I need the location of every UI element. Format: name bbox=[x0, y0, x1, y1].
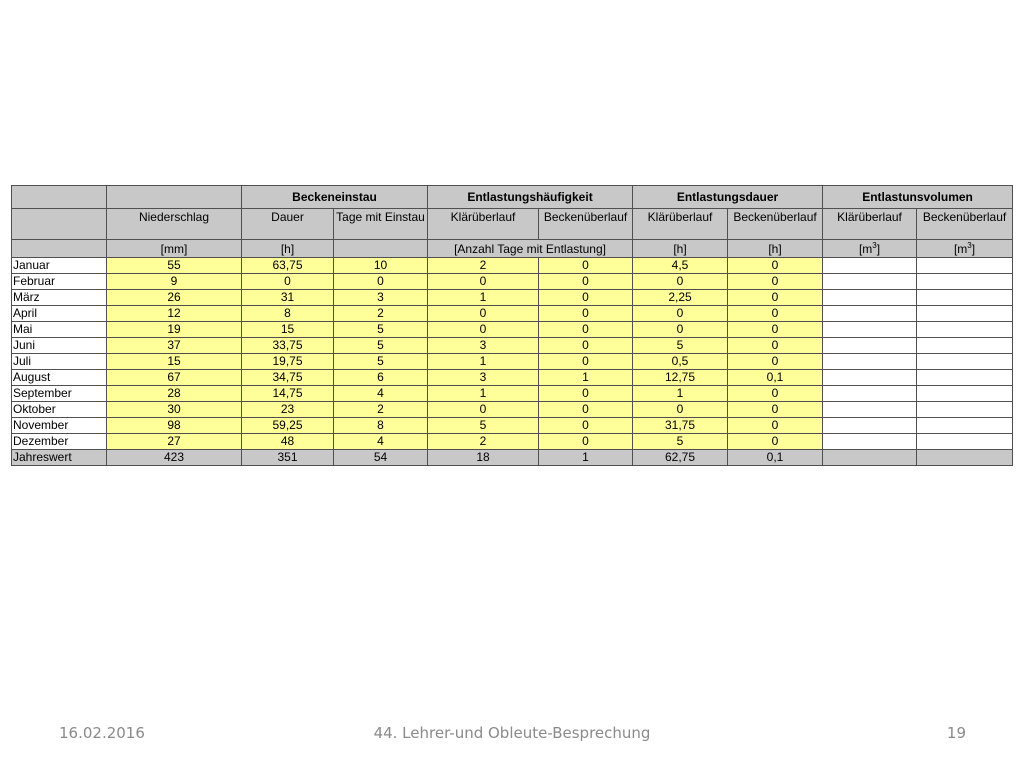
table-cell: 0 bbox=[728, 386, 823, 402]
table-cell bbox=[917, 290, 1013, 306]
table-cell bbox=[917, 274, 1013, 290]
table-cell bbox=[823, 322, 917, 338]
table-cell: 0 bbox=[728, 418, 823, 434]
table-cell bbox=[823, 386, 917, 402]
col-header-beckenueberlauf-3: Beckenüberlauf bbox=[917, 209, 1013, 240]
table-cell bbox=[917, 402, 1013, 418]
table-cell bbox=[823, 418, 917, 434]
table-cell: 33,75 bbox=[242, 338, 334, 354]
table-row bbox=[12, 274, 1013, 290]
table-cell: 0 bbox=[539, 306, 633, 322]
table-cell: 54 bbox=[334, 450, 428, 466]
table-cell: 12 bbox=[107, 306, 242, 322]
table-cell: 31 bbox=[242, 290, 334, 306]
table-row bbox=[12, 258, 1013, 274]
table-row bbox=[12, 290, 1013, 306]
table-row bbox=[12, 434, 1013, 450]
table-row bbox=[12, 338, 1013, 354]
table-cell: 0 bbox=[728, 354, 823, 370]
row-label: August bbox=[12, 370, 107, 386]
unit-h-1: [h] bbox=[242, 240, 334, 258]
table-cell bbox=[917, 418, 1013, 434]
unit-m3-1: $[m^3]$ bbox=[823, 240, 917, 258]
table-cell: 0 bbox=[334, 274, 428, 290]
table-cell: 48 bbox=[242, 434, 334, 450]
table-cell: 34,75 bbox=[242, 370, 334, 386]
col-header-klaerueberlauf-1: Klärüberlauf bbox=[428, 209, 539, 240]
table-row bbox=[12, 370, 1013, 386]
table-cell: 0 bbox=[633, 402, 728, 418]
table-cell: 423 bbox=[107, 450, 242, 466]
table-cell: 31,75 bbox=[633, 418, 728, 434]
table-cell: 0 bbox=[539, 322, 633, 338]
table-cell: 8 bbox=[242, 306, 334, 322]
table-cell: 0 bbox=[539, 290, 633, 306]
corner-cell-2 bbox=[12, 209, 107, 240]
group-header-empty bbox=[107, 186, 242, 209]
table-cell: 12,75 bbox=[633, 370, 728, 386]
table-cell: 5 bbox=[334, 338, 428, 354]
table-cell: 4 bbox=[334, 386, 428, 402]
table-cell: 67 bbox=[107, 370, 242, 386]
row-label: Januar bbox=[12, 258, 107, 274]
table-row bbox=[12, 418, 1013, 434]
row-label: Februar bbox=[12, 274, 107, 290]
table-cell: 15 bbox=[107, 354, 242, 370]
table-cell: 0,1 bbox=[728, 370, 823, 386]
table-cell: 6 bbox=[334, 370, 428, 386]
table-cell bbox=[823, 450, 917, 466]
col-header-klaerueberlauf-2: Klärüberlauf bbox=[633, 209, 728, 240]
table-cell: 2 bbox=[334, 306, 428, 322]
unit-mm: [mm] bbox=[107, 240, 242, 258]
table-cell: 30 bbox=[107, 402, 242, 418]
table-cell: 0 bbox=[539, 418, 633, 434]
table-cell bbox=[917, 354, 1013, 370]
table-cell: 1 bbox=[428, 354, 539, 370]
table-cell: 0 bbox=[539, 274, 633, 290]
table-cell: 5 bbox=[633, 338, 728, 354]
table-cell bbox=[823, 354, 917, 370]
col-header-tage-mit-einstau: Tage mit Einstau bbox=[334, 209, 428, 240]
table-cell: 0 bbox=[428, 274, 539, 290]
footer-date: 16.02.2016 bbox=[59, 724, 145, 742]
table-cell bbox=[823, 258, 917, 274]
footer-title: 44. Lehrer-und Obleute-Besprechung bbox=[373, 724, 651, 742]
table-cell: 23 bbox=[242, 402, 334, 418]
table-cell bbox=[823, 402, 917, 418]
table-cell: 0 bbox=[728, 402, 823, 418]
table-cell: 14,75 bbox=[242, 386, 334, 402]
table-cell: 18 bbox=[428, 450, 539, 466]
total-row bbox=[12, 450, 1013, 466]
table-cell: 62,75 bbox=[633, 450, 728, 466]
row-label: Jahreswert bbox=[12, 450, 107, 466]
table-row bbox=[12, 386, 1013, 402]
row-label: April bbox=[12, 306, 107, 322]
table-cell: 3 bbox=[428, 370, 539, 386]
table-cell: 4 bbox=[334, 434, 428, 450]
table-cell: 63,75 bbox=[242, 258, 334, 274]
table-cell: 0,5 bbox=[633, 354, 728, 370]
table-cell: 2 bbox=[428, 258, 539, 274]
table-cell: 0 bbox=[428, 306, 539, 322]
table-cell: 0 bbox=[428, 322, 539, 338]
table-cell: 0 bbox=[728, 306, 823, 322]
table-cell: 9 bbox=[107, 274, 242, 290]
table-cell: 37 bbox=[107, 338, 242, 354]
col-header-dauer: Dauer bbox=[242, 209, 334, 240]
table-cell: 28 bbox=[107, 386, 242, 402]
table-cell: 1 bbox=[428, 386, 539, 402]
table-cell: 4,5 bbox=[633, 258, 728, 274]
table-cell: 55 bbox=[107, 258, 242, 274]
table-cell bbox=[917, 306, 1013, 322]
table-cell: 10 bbox=[334, 258, 428, 274]
unit-m3-2: $[m^3]$ bbox=[917, 240, 1013, 258]
table-cell: 27 bbox=[107, 434, 242, 450]
table-cell: 5 bbox=[633, 434, 728, 450]
table-cell: 0 bbox=[242, 274, 334, 290]
row-label: Juni bbox=[12, 338, 107, 354]
table-cell bbox=[917, 370, 1013, 386]
row-label: Oktober bbox=[12, 402, 107, 418]
table-cell: 5 bbox=[334, 322, 428, 338]
table-cell: 0 bbox=[539, 338, 633, 354]
table-cell: 0 bbox=[428, 402, 539, 418]
table-cell bbox=[917, 386, 1013, 402]
table-cell: 98 bbox=[107, 418, 242, 434]
table-cell: 0 bbox=[728, 338, 823, 354]
data-table bbox=[11, 185, 1013, 466]
table-row bbox=[12, 354, 1013, 370]
group-header-entlastungsdauer: Entlastungsdauer bbox=[633, 186, 823, 209]
table-cell: 2,25 bbox=[633, 290, 728, 306]
row-label: März bbox=[12, 290, 107, 306]
table-cell bbox=[823, 274, 917, 290]
col-header-beckenueberlauf-1: Beckenüberlauf bbox=[539, 209, 633, 240]
col-header-beckenueberlauf-2: Beckenüberlauf bbox=[728, 209, 823, 240]
group-header-beckeneinstau: Beckeneinstau bbox=[242, 186, 428, 209]
table-row bbox=[12, 322, 1013, 338]
table-cell: 1 bbox=[539, 450, 633, 466]
table-cell: 0 bbox=[539, 386, 633, 402]
table-cell: 0 bbox=[633, 306, 728, 322]
table-cell: 0 bbox=[728, 258, 823, 274]
unit-empty bbox=[334, 240, 428, 258]
table-cell: 15 bbox=[242, 322, 334, 338]
table-cell: 2 bbox=[334, 402, 428, 418]
table-cell: 0 bbox=[728, 434, 823, 450]
table-cell: 0 bbox=[539, 258, 633, 274]
table-cell: 8 bbox=[334, 418, 428, 434]
table-cell: 1 bbox=[633, 386, 728, 402]
row-label: November bbox=[12, 418, 107, 434]
table-cell: 0,1 bbox=[728, 450, 823, 466]
table-cell bbox=[917, 322, 1013, 338]
col-header-niederschlag: Niederschlag bbox=[107, 209, 242, 240]
unit-h-3: [h] bbox=[728, 240, 823, 258]
table-cell: 26 bbox=[107, 290, 242, 306]
unit-h-2: [h] bbox=[633, 240, 728, 258]
table-cell bbox=[823, 434, 917, 450]
table-cell: 3 bbox=[334, 290, 428, 306]
table-cell: 351 bbox=[242, 450, 334, 466]
row-label: Mai bbox=[12, 322, 107, 338]
row-label: Juli bbox=[12, 354, 107, 370]
table-cell: 5 bbox=[428, 418, 539, 434]
row-label: Dezember bbox=[12, 434, 107, 450]
group-header-entlastungshaeufigkeit: Entlastungshäufigkeit bbox=[428, 186, 633, 209]
row-label: September bbox=[12, 386, 107, 402]
table-cell bbox=[917, 338, 1013, 354]
table-cell bbox=[917, 258, 1013, 274]
table-cell: 5 bbox=[334, 354, 428, 370]
table-cell: 59,25 bbox=[242, 418, 334, 434]
table-cell bbox=[823, 370, 917, 386]
table-cell: 1 bbox=[428, 290, 539, 306]
table-cell: 0 bbox=[539, 354, 633, 370]
table-cell: 2 bbox=[428, 434, 539, 450]
group-header-entlastunsvolumen: Entlastunsvolumen bbox=[823, 186, 1013, 209]
table-cell bbox=[917, 434, 1013, 450]
table-cell: 1 bbox=[539, 370, 633, 386]
col-header-klaerueberlauf-3: Klärüberlauf bbox=[823, 209, 917, 240]
corner-cell-3 bbox=[12, 240, 107, 258]
table-cell bbox=[823, 290, 917, 306]
table-cell: 0 bbox=[539, 402, 633, 418]
table-row bbox=[12, 306, 1013, 322]
table-cell: 0 bbox=[728, 274, 823, 290]
table-cell: 0 bbox=[728, 290, 823, 306]
footer-page-number: 19 bbox=[946, 724, 966, 742]
table-cell: 0 bbox=[633, 274, 728, 290]
table-cell: 19 bbox=[107, 322, 242, 338]
table-cell bbox=[917, 450, 1013, 466]
table-cell: 3 bbox=[428, 338, 539, 354]
table-cell: 19,75 bbox=[242, 354, 334, 370]
table-cell: 0 bbox=[539, 434, 633, 450]
table-row bbox=[12, 402, 1013, 418]
table-cell: 0 bbox=[728, 322, 823, 338]
corner-cell bbox=[12, 186, 107, 209]
table-cell bbox=[823, 306, 917, 322]
table-cell: 0 bbox=[633, 322, 728, 338]
unit-anzahl: [Anzahl Tage mit Entlastung] bbox=[428, 240, 633, 258]
table-cell bbox=[823, 338, 917, 354]
